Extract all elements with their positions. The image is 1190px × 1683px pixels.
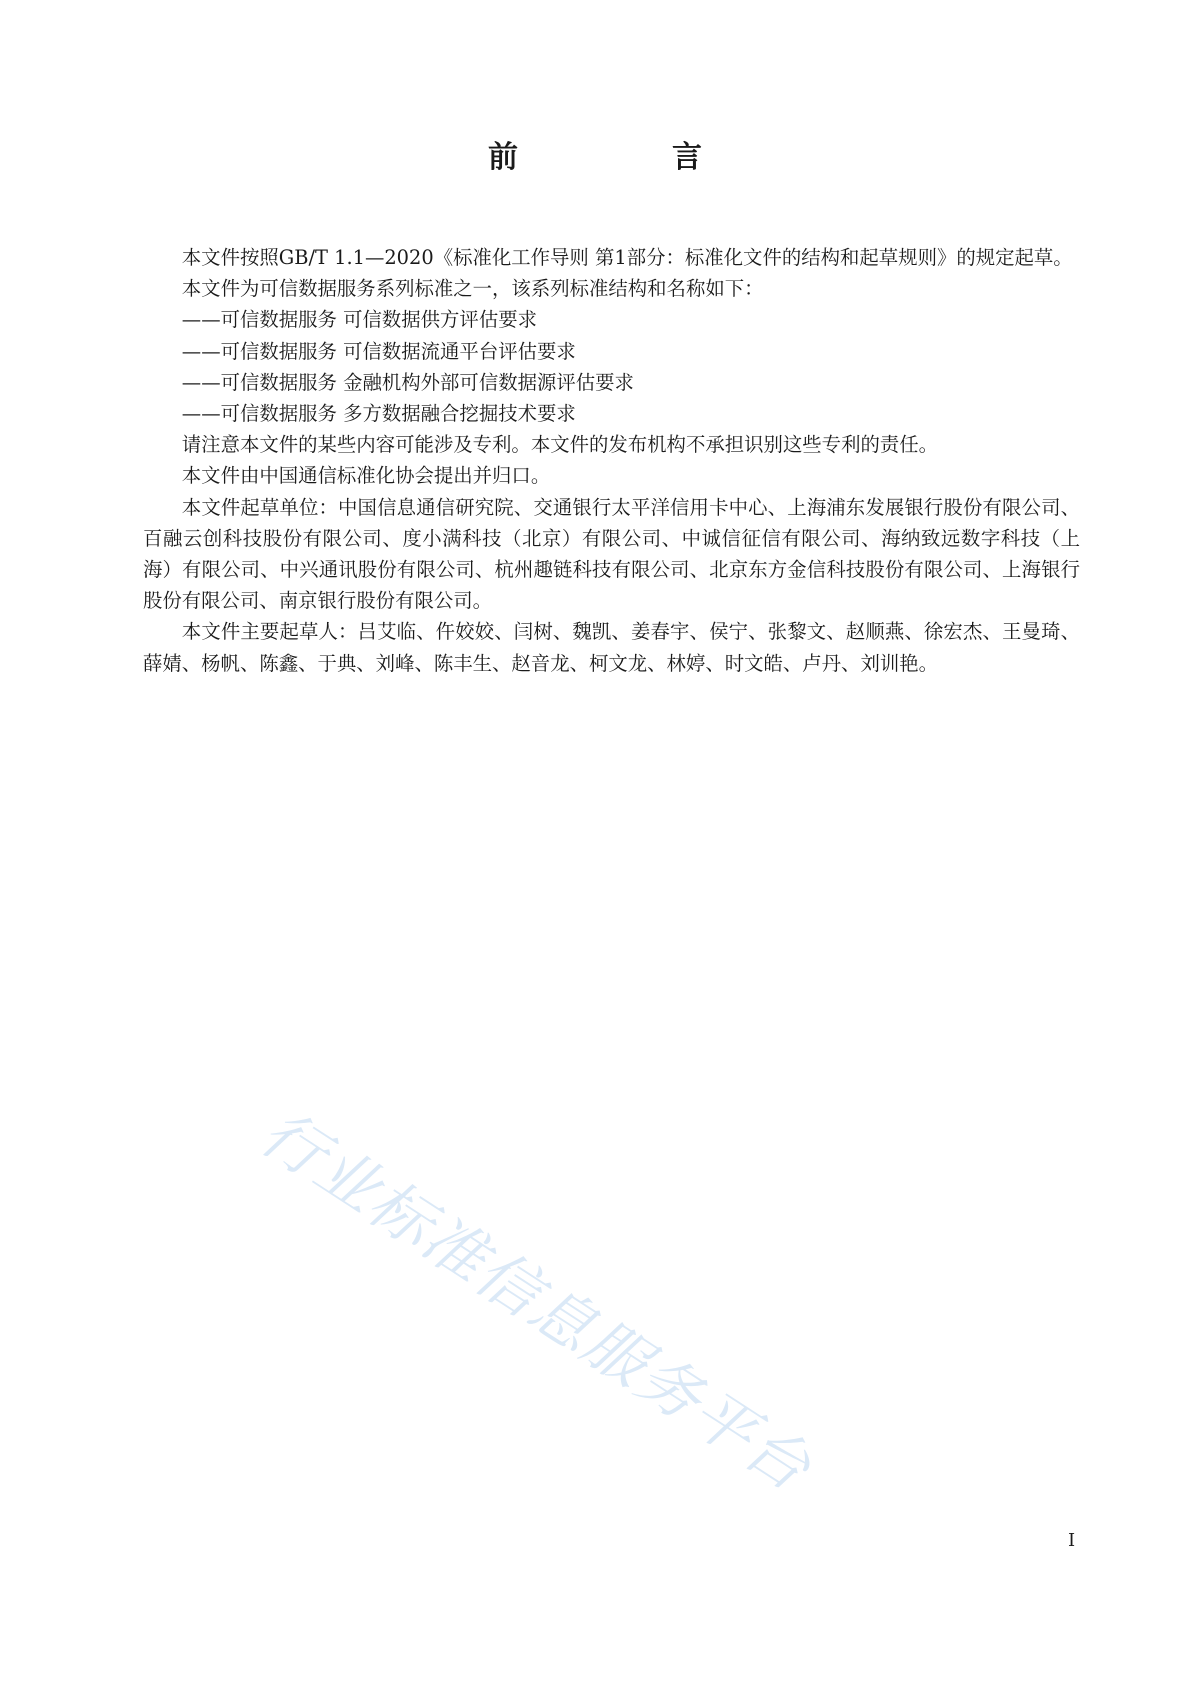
paragraph-patent-notice: 请注意本文件的某些内容可能涉及专利。本文件的发布机构不承担识别这些专利的责任。: [181, 433, 939, 457]
list-item: ——可信数据服务 金融机构外部可信数据源评估要求: [181, 370, 634, 394]
paragraph-drafting-units: 本文件起草单位：中国信息通信研究院、交通银行太平洋信用卡中心、上海浦东发展银行股份有限公司、百融云创科技股份有限公司、度小满科技（北京）有限公司、中诚信征信有限公司、海纳致远数字科技（上海）有限公司、中兴通讯股份有限公司、杭州趣链科技有限公司、北京东方金信科技股份有限公司、上海银行股份有限公司、南京银行股份有限公司。: [143, 495, 1080, 613]
paragraph-scope: 本文件按照GB/T 1.1—2020《标准化工作导则 第1部分：标准化文件的结构和起草规则》的规定起草。: [181, 246, 1073, 269]
list-item: ——可信数据服务 可信数据流通平台评估要求: [181, 339, 576, 363]
document-body: [143, 242, 1080, 679]
paragraph-proposer: 本文件由中国通信标准化协会提出并归口。: [181, 464, 551, 488]
list-item: ——可信数据服务 可信数据供方评估要求: [181, 308, 537, 332]
watermark: 行业标准信息服务平台: [248, 1095, 825, 1506]
page-number: I: [1068, 1530, 1076, 1551]
paragraph-series-intro: 本文件为可信数据服务系列标准之一，该系列标准结构和名称如下：: [181, 277, 764, 301]
page-title: 前 言: [488, 140, 764, 175]
list-item: ——可信数据服务 多方数据融合挖掘技术要求: [181, 402, 576, 426]
paragraph-drafters: 本文件主要起草人：吕艾临、仵姣姣、闫树、魏凯、姜春宇、侯宁、张黎文、赵顺燕、徐宏杰、王曼琦、薛婧、杨帆、陈鑫、于典、刘峰、陈丰生、赵音龙、柯文龙、林婷、时文皓、卢丹、刘训艳。: [143, 620, 1080, 675]
